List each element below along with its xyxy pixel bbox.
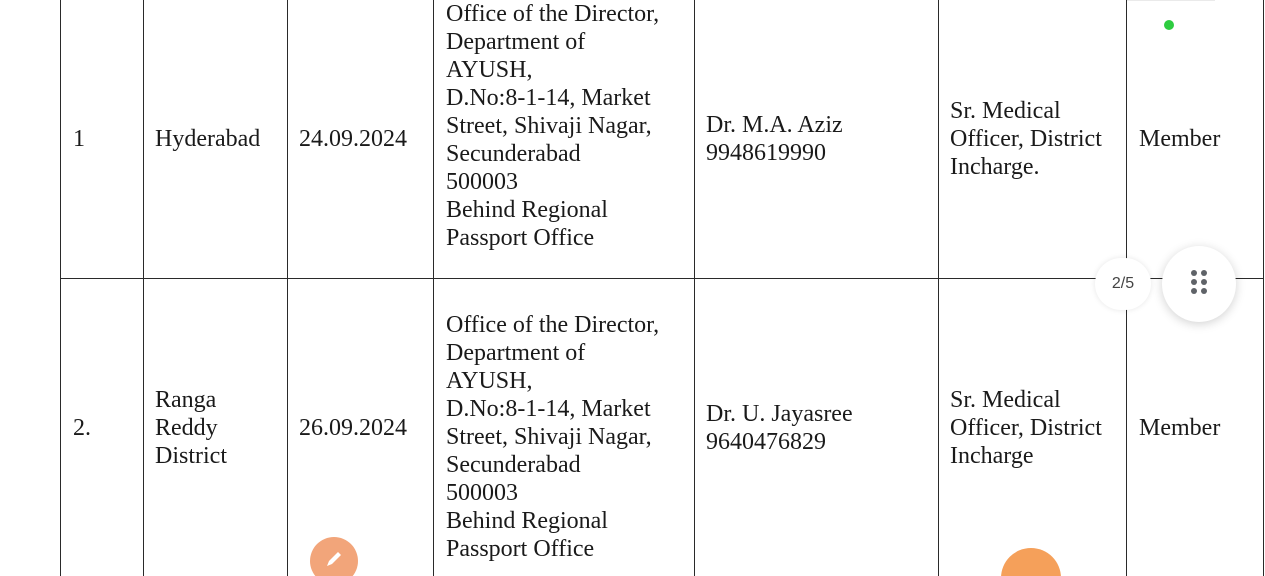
page-indicator: 2/5 bbox=[1095, 258, 1151, 310]
column-divider bbox=[433, 0, 434, 576]
table-cell-address: Office of the Director, Department of AYUSH, D.No:8-1-14, Market Street, Shivaji Nagar, Secunderabad 500003 Behind Regional Passport Office bbox=[446, 312, 660, 562]
pencil-icon bbox=[323, 548, 345, 575]
table-cell-role: Member bbox=[1139, 126, 1221, 152]
table-cell-address: Office of the Director, Department of AYUSH, D.No:8-1-14, Market Street, Shivaji Nagar, Secunderabad 500003 Behind Regional Passport Office bbox=[446, 1, 660, 251]
column-divider bbox=[694, 0, 695, 576]
table-cell-role: Member bbox=[1139, 414, 1221, 441]
table-cell-contact: Dr. U. Jayasree 9640476829 bbox=[706, 400, 853, 455]
drag-handle-icon bbox=[1190, 268, 1208, 301]
table-cell-sno: 1 bbox=[73, 126, 85, 152]
table-border-right bbox=[1263, 0, 1264, 576]
table-border-left bbox=[60, 0, 61, 576]
table-cell-designation: Sr. Medical Officer, District Incharge bbox=[950, 386, 1102, 469]
table-cell-designation: Sr. Medical Officer, District Incharge. bbox=[950, 98, 1102, 180]
column-divider bbox=[287, 0, 288, 576]
table-cell-sno: 2. bbox=[73, 414, 91, 441]
table-cell-district: Hyderabad bbox=[155, 126, 261, 152]
drag-handle-button[interactable] bbox=[1162, 246, 1236, 322]
table-cell-date: 24.09.2024 bbox=[299, 126, 407, 152]
column-divider bbox=[938, 0, 939, 576]
table-cell-date: 26.09.2024 bbox=[299, 414, 407, 441]
column-divider bbox=[143, 0, 144, 576]
table-cell-contact: Dr. M.A. Aziz 9948619990 bbox=[706, 112, 843, 166]
table-cell-district: Ranga Reddy District bbox=[155, 386, 227, 469]
status-dot bbox=[1164, 20, 1174, 30]
